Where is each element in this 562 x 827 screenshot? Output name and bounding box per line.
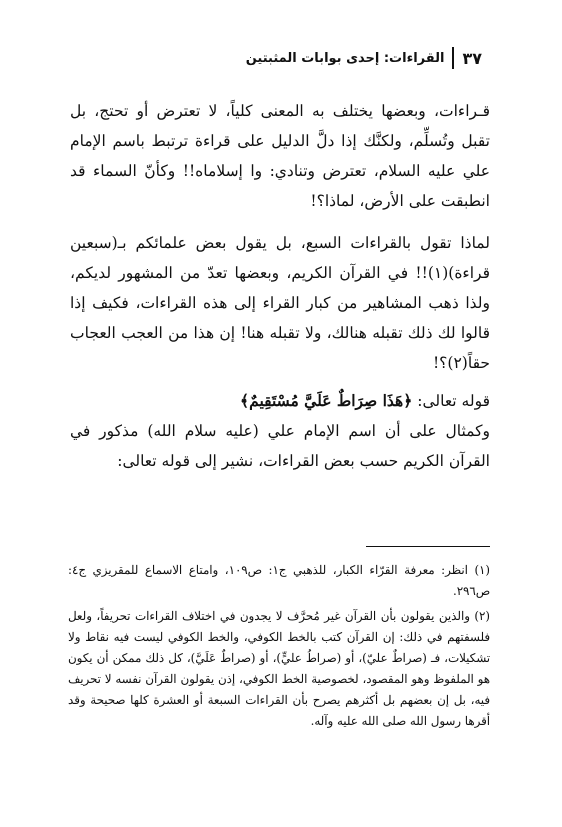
verse-line	[70, 386, 490, 416]
running-title: القراءات: إحدى بوابات المثبتين	[245, 50, 445, 66]
paragraph-2: لماذا تقول بالقراءات السبع، بل يقول بعض علمائكم بـ(سبعين قراءة)(١)!! في القرآن الكريم، وبعضها تعدّ من المشهور لديكم، ولذا ذهب المشاهير من كبار القراء إلى هذه القراءات، فكيف إذا قالوا لك ذلك تقبله هنالك، ولا تقبله هنا! إن هذا من العجب العجاب حقاً(٢)؟!	[70, 234, 490, 372]
header-divider	[452, 47, 454, 69]
paragraph-3: وكمثال على أن اسم الإمام علي (عليه سلام الله) مذكور في القرآن الكريم حسب بعض القراءات، نشير إلى قوله تعالى:	[70, 422, 490, 470]
footnote-2: (٢) والذين يقولون بأن القرآن غير مُحرَّف لا يجدون في اختلاف القراءات تحريفاً، ولعل فلسفتهم في ذلك: إن القرآن كتب بالخط الكوفي، والخط الكوفي ليست فيه نقاط ولا تشكيلات، فـ (صراطٌ عليّ)، أو (صراطُ عليٍّ)، أو (صراطٌ عَلَيَّ)، كل ذلك ممكن أن يكون هو الملفوظ وهو المقصود، لخصوصية الخط الكوفي، إذن يقولون القرآن نفسه لا تحريف فيه، بل إن بعضهم بل أكثرهم يصرح بأن القراءات السبعة أو العشرة كلها صحيحة وقد أقرها رسول الله صلى الله عليه وآله.	[68, 609, 490, 728]
paragraph-1: قـراءات، وبعضها يختلف به المعنى كلياً، لا تعترض أو تحتج، بل تقبل وتُسلِّم، ولكنَّك إذا دلَّ الدليل على قراءة ترتبط باسم الإمام علي عليه السلام، تعترض وتنادي: وا إسلاماه!! وكأنّ السماء قد انطبقت على الأرض، لماذا؟!	[70, 102, 490, 210]
page-number: ٣٧	[462, 48, 482, 68]
verse-prefix: قوله تعالى:	[412, 392, 490, 410]
footnote-divider	[366, 546, 490, 547]
main-text	[70, 96, 490, 476]
footnote-1: (١) انظر: معرفة القرّاء الكبار، للذهبي ج١: ص١٠٩، وامتاع الاسماع للمقريزي ج٤: ص٢٩٦.	[68, 563, 490, 598]
quran-verse: ﴿هَذَا صِرَاطٌ عَلَيَّ مُسْتَقِيمٌ﴾	[240, 391, 413, 410]
page-header	[72, 44, 482, 72]
footnotes	[68, 560, 490, 736]
